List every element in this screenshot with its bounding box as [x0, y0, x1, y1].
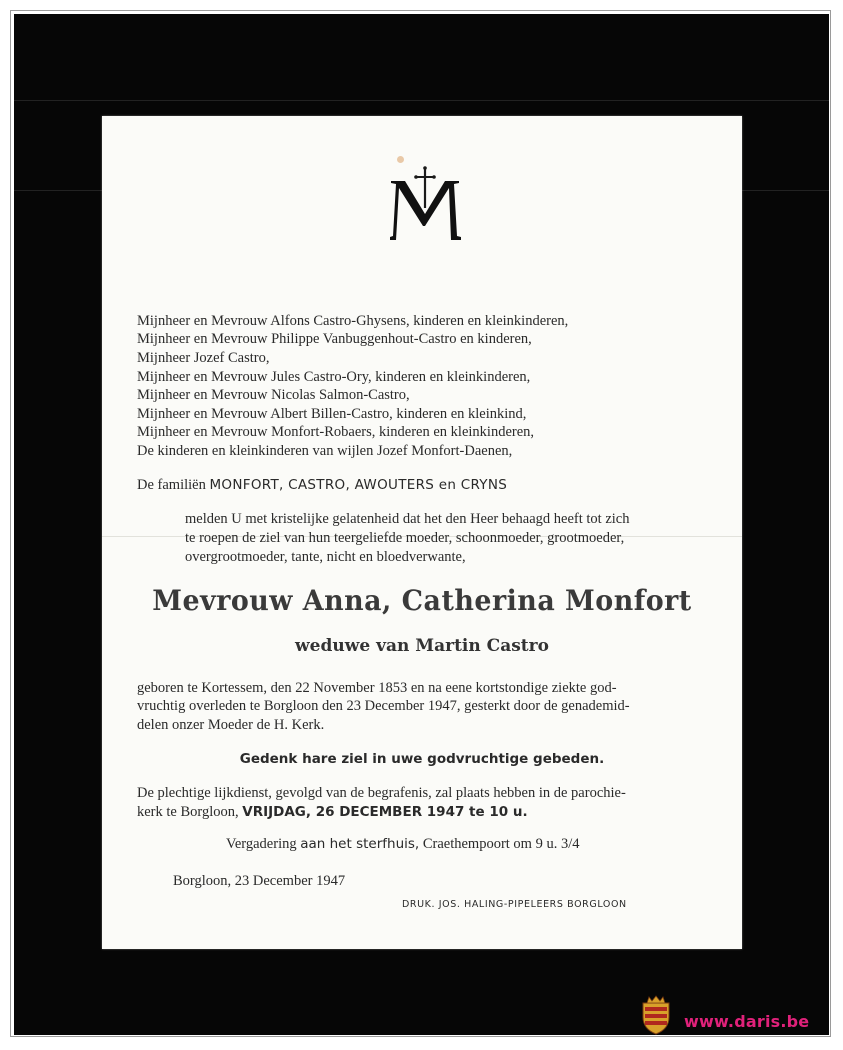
families-line [137, 476, 507, 494]
service-datetime: VRIJDAG, 26 DECEMBER 1947 te 10 u. [242, 804, 528, 820]
gathering-line [226, 835, 579, 853]
widow-line: weduwe van Martin Castro [295, 636, 549, 656]
service-line-2 [137, 803, 528, 821]
announcement-line: melden U met kristelijke gelatenheid dat het den Heer behaagd heeft tot zich [185, 511, 630, 527]
addressee-line: Mijnheer en Mevrouw Jules Castro-Ory, kinderen en kleinkinderen, [137, 369, 531, 385]
addressee-line: Mijnheer Jozef Castro, [137, 350, 270, 366]
watermark-text: www.daris.be [684, 1012, 810, 1031]
service-location: kerk te Borgloon, [137, 804, 239, 820]
families-names: MONFORT, CASTRO, AWOUTERS en CRYNS [209, 477, 508, 493]
addressee-line: Mijnheer en Mevrouw Alfons Castro-Ghysens, kinderen en kleinkinderen, [137, 313, 569, 329]
gathering-place-label: aan het sterfhuis, [300, 836, 420, 852]
gathering-prefix: Vergadering [226, 836, 297, 852]
scan-artifact-line [14, 100, 829, 101]
place-date: Borgloon, 23 December 1947 [173, 873, 346, 889]
gathering-suffix: Craethempoort om 9 u. 3/4 [422, 836, 580, 852]
announcement-line: te roepen de ziel van hun teergeliefde moeder, schoonmoeder, grootmoeder, [185, 530, 625, 546]
biography-line: vruchtig overleden te Borgloon den 23 December 1947, gesterkt door de genademid- [137, 698, 630, 714]
service-line: De plechtige lijkdienst, gevolgd van de begrafenis, zal plaats hebben in de parochie- [137, 785, 626, 801]
marian-monogram-icon [385, 164, 465, 244]
deceased-name: Mevrouw Anna, Catherina Monfort [152, 584, 692, 617]
printer-credit: DRUK. JOS. HALING-PIPELEERS BORGLOON [402, 899, 627, 910]
biography-line: geboren te Kortessem, den 22 November 1853 en na eene kortstondige ziekte god- [137, 680, 617, 696]
addressee-line: Mijnheer en Mevrouw Albert Billen-Castro, kinderen en kleinkind, [137, 406, 527, 422]
families-prefix: De familiën [137, 477, 206, 493]
addressee-line: Mijnheer en Mevrouw Monfort-Robaers, kinderen en kleinkinderen, [137, 424, 535, 440]
addressee-line: De kinderen en kleinkinderen van wijlen Jozef Monfort-Daenen, [137, 443, 513, 459]
biography-line: delen onzer Moeder de H. Kerk. [137, 717, 325, 733]
announcement-line: overgrootmoeder, tante, nicht en bloedverwante, [185, 549, 466, 565]
mourning-card [102, 116, 742, 949]
addressee-line: Mijnheer en Mevrouw Philippe Vanbuggenhout-Castro en kinderen, [137, 331, 532, 347]
prayer-line: Gedenk hare ziel in uwe godvruchtige gebeden. [239, 751, 605, 767]
addressee-line: Mijnheer en Mevrouw Nicolas Salmon-Castro, [137, 387, 410, 403]
paper-stain [397, 156, 404, 163]
coat-of-arms-icon [640, 995, 672, 1035]
